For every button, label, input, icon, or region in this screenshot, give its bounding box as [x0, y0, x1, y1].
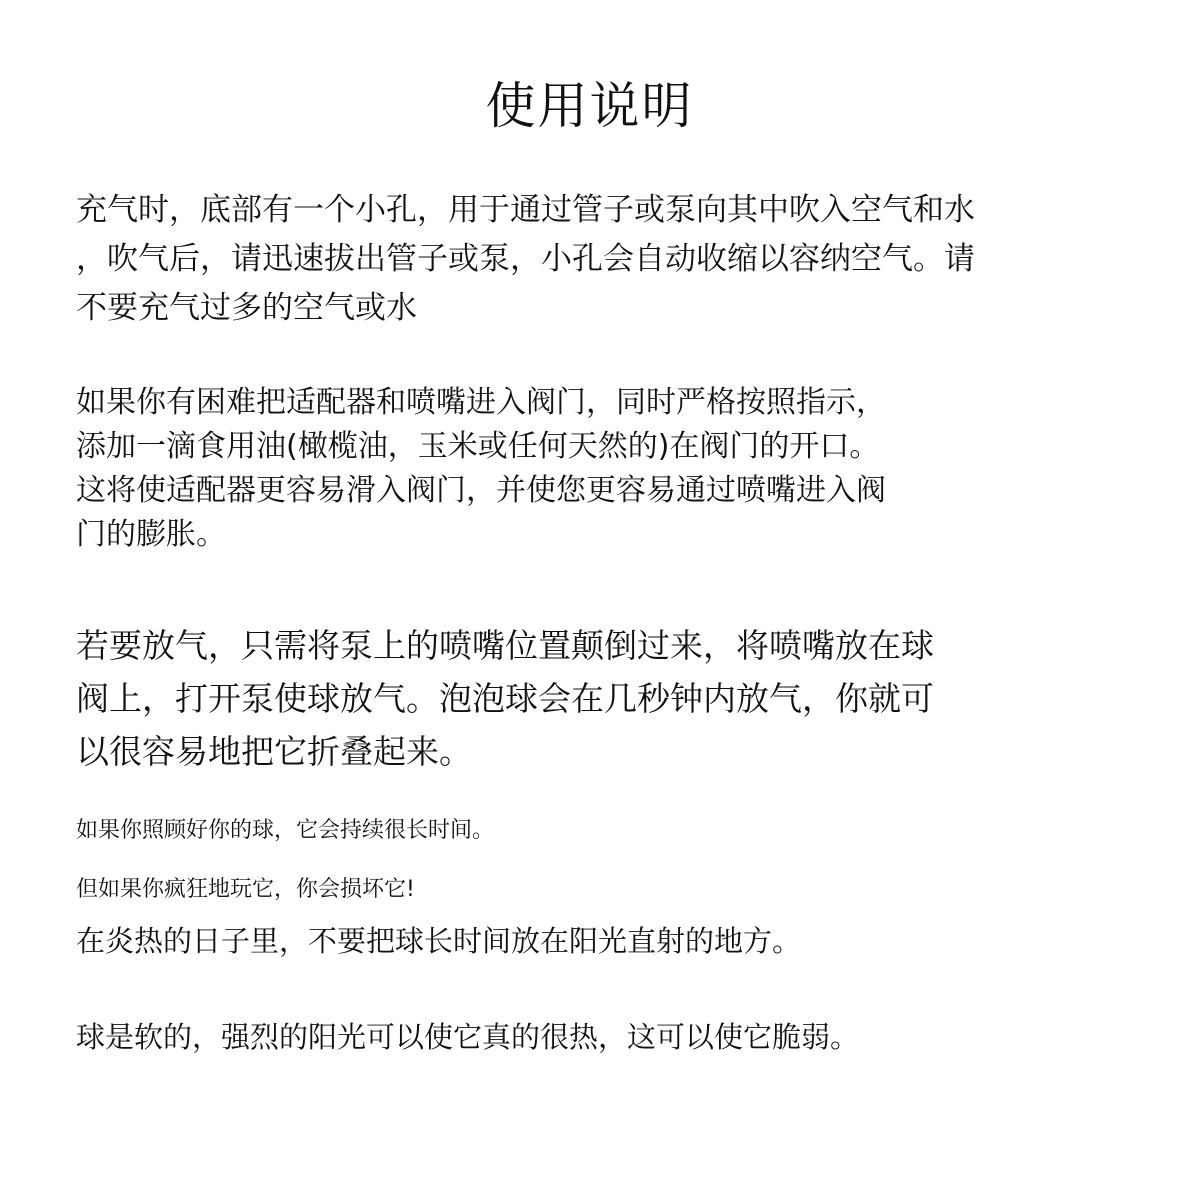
paragraph-line: 添加一滴食用油(橄榄油，玉米或任何天然的)在阀门的开口。: [76, 429, 880, 464]
paragraph-line: 门的膨胀。: [76, 517, 226, 552]
paragraph-inflation: [76, 186, 1136, 333]
paragraph-line: 充气时，底部有一个小孔，用于通过管子或泵向其中吹入空气和水: [76, 192, 975, 228]
paragraph-line: 在炎热的日子里，不要把球长时间放在阳光直射的地方。: [76, 924, 802, 958]
paragraph-care: [76, 813, 1136, 849]
paragraph-warning: [76, 872, 1136, 908]
paragraph-line: 以很容易地把它折叠起来。: [76, 732, 472, 771]
paragraph-adapter-tip: [76, 381, 1136, 557]
paragraph-line: 球是软的，强烈的阳光可以使它真的很热，这可以使它脆弱。: [76, 1020, 860, 1054]
paragraph-deflation: [76, 619, 1136, 778]
paragraph-line: 如果你照顾好你的球，它会持续很长时间。: [76, 818, 495, 843]
paragraph-line: 这将使适配器更容易滑入阀门，并使您更容易通过喷嘴进入阀: [76, 473, 886, 508]
paragraph-soft-ball: [76, 1014, 1136, 1060]
paragraph-line: 若要放气，只需将泵上的喷嘴位置颠倒过来，将喷嘴放在球: [76, 626, 934, 665]
page-title: 使用说明: [485, 77, 694, 135]
paragraph-line: 不要充气过多的空气或水: [76, 290, 417, 326]
paragraph-line: 阀上，打开泵使球放气。泡泡球会在几秒钟内放气，你就可: [76, 679, 934, 718]
paragraph-line: ，吹气后，请迅速拔出管子或泵，小孔会自动收缩以容纳空气。请: [76, 241, 975, 277]
paragraph-line: 但如果你疯狂地玩它，你会损坏它!: [76, 877, 415, 902]
paragraph-line: 如果你有困难把适配器和喷嘴进入阀门，同时严格按照指示，: [76, 385, 886, 420]
paragraph-sunlight: [76, 918, 1136, 964]
